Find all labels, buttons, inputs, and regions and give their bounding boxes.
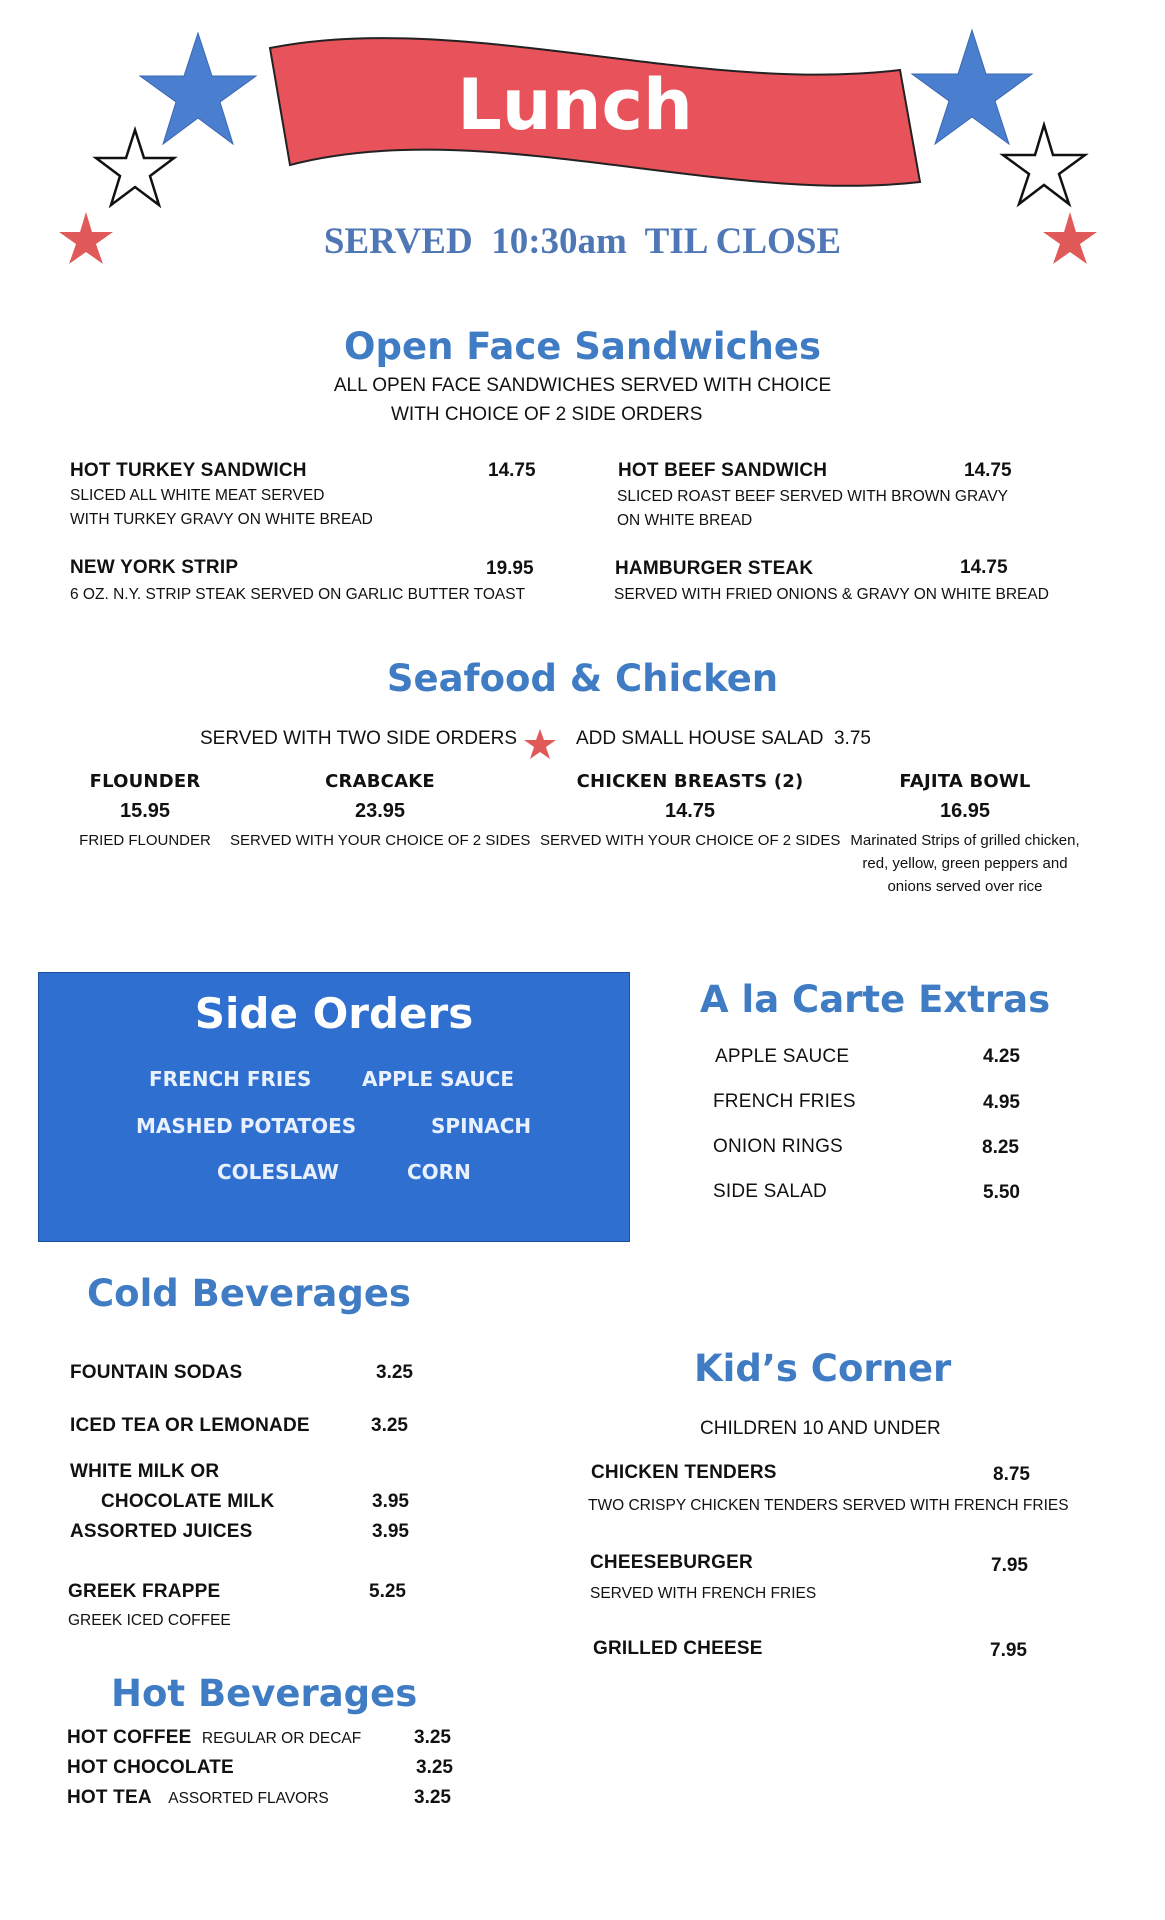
star-red-right-icon [1043,212,1097,264]
menu-item-name: NEW YORK STRIP [70,557,239,578]
menu-item-desc: SLICED ALL WHITE MEAT SERVED [70,487,325,504]
star-outline-right-icon [1003,125,1085,204]
menu-item-name: FLOUNDER [89,771,201,792]
star-outline-left-icon [96,130,174,205]
side-order-item: COLESLAW [217,1160,339,1184]
menu-item-name: CHEESEBURGER [590,1552,753,1573]
menu-item-price: 3.25 [371,1415,408,1436]
side-orders-title: Side Orders [194,989,474,1038]
menu-item-desc: SERVED WITH FRENCH FRIES [590,1585,817,1602]
menu-item-name: HOT TURKEY SANDWICH [70,460,307,481]
menu-item-price: 14.75 [964,460,1012,481]
service-hours: SERVED 10:30am TIL CLOSE [323,221,842,262]
menu-item-desc: onions served over rice [887,878,1043,895]
star-blue-right-icon [912,30,1032,144]
seafood-note: SERVED WITH TWO SIDE ORDERS [200,728,518,749]
menu-item-desc: FRIED FLOUNDER [79,832,211,849]
side-order-item: APPLE SAUCE [362,1067,515,1091]
cold-beverages-title: Cold Beverages [87,1272,411,1315]
star-red-icon [523,728,557,760]
open-face-note: ALL OPEN FACE SANDWICHES SERVED WITH CHOICE [333,375,832,396]
menu-item-name: FAJITA BOWL [899,771,1031,792]
side-order-item: FRENCH FRIES [149,1067,312,1091]
menu-item-price: 8.75 [993,1464,1030,1485]
menu-item [67,1727,361,1751]
menu-item-price: 7.95 [991,1555,1028,1576]
hot-beverages-title: Hot Beverages [111,1672,418,1715]
side-order-item: CORN [407,1160,471,1184]
menu-item-price: 3.95 [372,1491,409,1512]
kids-corner-note: CHILDREN 10 AND UNDER [700,1418,941,1439]
menu-item-name: GRILLED CHEESE [593,1638,763,1659]
menu-item-desc: TWO CRISPY CHICKEN TENDERS SERVED WITH FRENCH FRIES [588,1497,1069,1514]
menu-item-price: 14.75 [664,800,716,822]
menu-item-price: 15.95 [119,800,171,822]
menu-item-price: 4.95 [983,1092,1020,1113]
menu-item-name: CHICKEN BREASTS (2) [576,771,804,792]
menu-item-name: HAMBURGER STEAK [615,558,814,579]
seafood-title: Seafood & Chicken [386,657,779,700]
menu-item-name: HOT COFFEE [67,1727,192,1748]
menu-item-price: 3.95 [372,1521,409,1542]
kids-corner-title: Kid’s Corner [694,1347,952,1390]
menu-item-desc: red, yellow, green peppers and [862,855,1068,872]
menu-item-price: 8.25 [982,1137,1019,1158]
menu-item-name: APPLE SAUCE [715,1046,850,1067]
open-face-note: WITH CHOICE OF 2 SIDE ORDERS [391,404,703,425]
menu-item-price: 5.50 [983,1182,1020,1203]
star-blue-left-icon [140,33,256,144]
menu-item-price: 16.95 [939,800,991,822]
menu-item-desc: SERVED WITH FRIED ONIONS & GRAVY ON WHITE BREAD [614,586,1049,603]
menu-item-desc: ON WHITE BREAD [617,512,753,529]
menu-item-price: 3.25 [416,1757,453,1778]
menu-item-name: HOT CHOCOLATE [67,1757,234,1778]
menu-item-desc: SERVED WITH YOUR CHOICE OF 2 SIDES [540,832,841,849]
menu-item [835,771,1095,898]
side-order-item: SPINACH [431,1114,532,1138]
menu-item [67,1787,329,1811]
menu-item-price: 23.95 [354,800,406,822]
star-red-left-icon [59,212,113,264]
menu-item-name: CHICKEN TENDERS [591,1462,777,1483]
menu-item [540,771,840,853]
menu-item-note: REGULAR OR DECAF [201,1730,362,1747]
menu-item-price: 3.25 [414,1727,451,1748]
menu-item-price: 3.25 [376,1362,413,1383]
open-face-title: Open Face Sandwiches [344,325,821,368]
menu-item-name: ONION RINGS [713,1136,843,1157]
a-la-carte-title: A la Carte Extras [700,978,1051,1021]
menu-item-name: GREEK FRAPPE [68,1581,221,1602]
menu-item-price: 14.75 [960,557,1008,578]
menu-item-name: HOT BEEF SANDWICH [618,460,828,481]
menu-item-name: CRABCAKE [325,771,435,792]
menu-item-price: 4.25 [983,1046,1020,1067]
side-order-item: MASHED POTATOES [136,1114,357,1138]
menu-item-name: FRENCH FRIES [713,1091,856,1112]
menu-item [65,771,225,853]
menu-item-name: FOUNTAIN SODAS [70,1362,243,1383]
menu-item [230,771,530,853]
menu-item-note: ASSORTED FLAVORS [168,1790,329,1807]
menu-item-desc: WITH TURKEY GRAVY ON WHITE BREAD [70,511,373,528]
menu-title: Lunch [457,64,693,146]
menu-item-price: 19.95 [486,558,534,579]
menu-item-name: HOT TEA [67,1787,152,1808]
menu-item-desc: SLICED ROAST BEEF SERVED WITH BROWN GRAVY [617,488,1009,505]
menu-item-desc: Marinated Strips of grilled chicken, [850,832,1080,849]
menu-item-price: 3.25 [414,1787,451,1808]
menu-item-price: 14.75 [488,460,536,481]
seafood-note: ADD SMALL HOUSE SALAD 3.75 [576,728,871,749]
menu-item-name: ASSORTED JUICES [70,1521,253,1542]
side-orders-box [38,972,630,1242]
menu-item-name: CHOCOLATE MILK [101,1491,275,1512]
menu-item-price: 7.95 [990,1640,1027,1661]
menu-item-desc: 6 OZ. N.Y. STRIP STEAK SERVED ON GARLIC BUTTER TOAST [70,586,526,603]
menu-item-name: ICED TEA OR LEMONADE [70,1415,310,1436]
menu-item-name: WHITE MILK OR [70,1461,220,1482]
menu-item-desc: SERVED WITH YOUR CHOICE OF 2 SIDES [230,832,531,849]
menu-item-desc: GREEK ICED COFFEE [68,1612,231,1629]
menu-item-name: SIDE SALAD [713,1181,827,1202]
menu-item-price: 5.25 [369,1581,406,1602]
